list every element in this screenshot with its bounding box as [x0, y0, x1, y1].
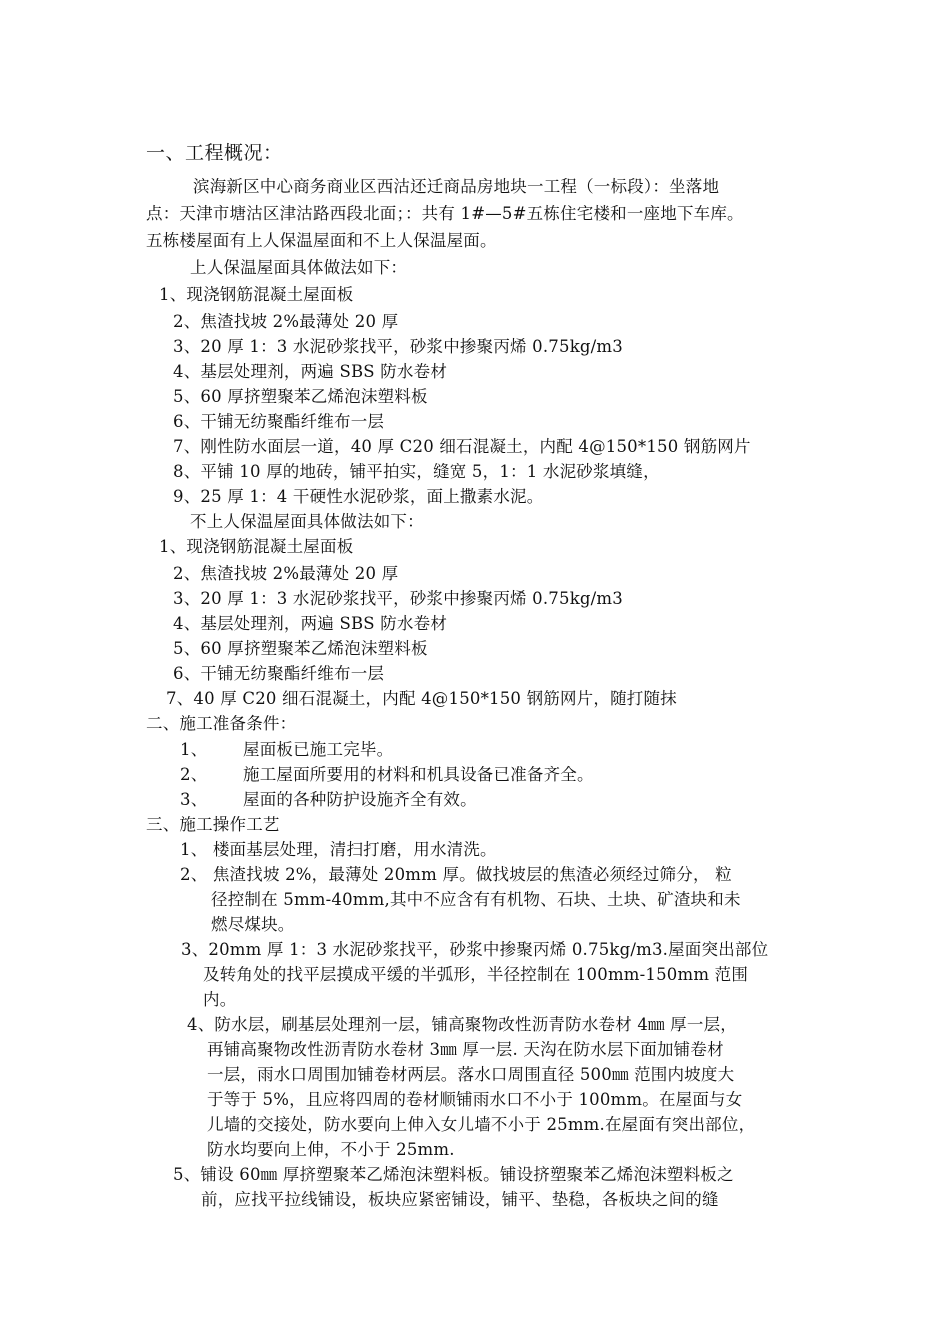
step5-line: 前，应找平拉线铺设，板块应紧密铺设，铺平、垫稳，各板块之间的缝 [201, 1190, 719, 1209]
roof1-item: 2、焦渣找坡 2%最薄处 20 厚 [173, 312, 399, 331]
roof2-title: 不上人保温屋面具体做法如下： [190, 512, 424, 531]
roof2-item: 1、现浇钢筋混凝土屋面板 [159, 537, 354, 556]
roof2-item: 6、干铺无纺聚酯纤维布一层 [173, 664, 385, 683]
step1-line: 1、 楼面基层处理，清扫打磨，用水清洗。 [180, 840, 497, 859]
roof1-item: 8、平铺 10 厚的地砖，铺平拍实，缝宽 5，1：1 水泥砂浆填缝， [173, 462, 660, 481]
step3-line: 内。 [203, 990, 237, 1009]
roof1-item: 7、刚性防水面层一道，40 厚 C20 细石混凝土，内配 4@150*150 钢筋网片 [173, 437, 751, 456]
roof2-item: 5、60 厚挤塑聚苯乙烯泡沫塑料板 [173, 639, 428, 658]
intro-line-1: 滨海新区中心商务商业区西沽还迁商品房地块一工程（一标段）：坐落地 [193, 177, 720, 196]
step5-line: 5、铺设 60㎜ 厚挤塑聚苯乙烯泡沫塑料板。铺设挤塑聚苯乙烯泡沫塑料板之 [173, 1165, 734, 1184]
prep-item-text: 施工屋面所要用的材料和机具设备已准备齐全。 [243, 765, 594, 784]
roof2-item: 3、20 厚 1：3 水泥砂浆找平，砂浆中掺聚丙烯 0.75kg/m3 [173, 589, 623, 608]
roof2-item: 7、40 厚 C20 细石混凝土，内配 4@150*150 钢筋网片，随打随抹 [166, 689, 677, 708]
step3-line: 及转角处的找平层摸成平缓的半弧形，半径控制在 100mm-150mm 范围 [203, 965, 749, 984]
roof2-item: 2、焦渣找坡 2%最薄处 20 厚 [173, 564, 399, 583]
step2-line: 径控制在 5mm-40mm,其中不应含有有机物、石块、土块、矿渣块和未 [211, 890, 741, 909]
step2-line: 2、 焦渣找坡 2%，最薄处 20mm 厚。做找坡层的焦渣必须经过筛分， 粒 [180, 865, 732, 884]
section2-heading: 二、施工准备条件： [146, 714, 297, 733]
roof1-item: 6、干铺无纺聚酯纤维布一层 [173, 412, 385, 431]
step4-line: 于等于 5%，且应将四周的卷材顺铺雨水口不小于 100mm。在屋面与女 [207, 1090, 743, 1109]
roof1-title: 上人保温屋面具体做法如下： [190, 258, 408, 277]
section1-heading: 一、工程概况： [146, 142, 283, 164]
intro-line-2: 点：天津市塘沽区津沽路西段北面；：共有 1#—5#五栋住宅楼和一座地下车库。 [146, 204, 744, 223]
step4-line: 再铺高聚物改性沥青防水卷材 3㎜ 厚一层. 天沟在防水层下面加铺卷材 [207, 1040, 724, 1059]
step4-line: 4、防水层，刷基层处理剂一层，铺高聚物改性沥青防水卷材 4㎜ 厚一层， [187, 1015, 737, 1034]
roof1-item: 5、60 厚挤塑聚苯乙烯泡沫塑料板 [173, 387, 428, 406]
roof1-item: 3、20 厚 1：3 水泥砂浆找平，砂浆中掺聚丙烯 0.75kg/m3 [173, 337, 623, 356]
step2-line: 燃尽煤块。 [211, 915, 295, 934]
step4-line: 儿墙的交接处，防水要向上伸入女儿墙不小于 25mm.在屋面有突出部位， [207, 1115, 756, 1134]
prep-item-text: 屋面板已施工完毕。 [243, 740, 394, 759]
step4-line: 一层，雨水口周围加铺卷材两层。落水口周围直径 500㎜ 范围内坡度大 [207, 1065, 735, 1084]
roof1-item: 4、基层处理剂，两遍 SBS 防水卷材 [173, 362, 448, 381]
roof1-item: 1、现浇钢筋混凝土屋面板 [159, 285, 354, 304]
intro-line-3: 五栋楼屋面有上人保温屋面和不上人保温屋面。 [146, 231, 497, 250]
step3-line: 3、20mm 厚 1：3 水泥砂浆找平，砂浆中掺聚丙烯 0.75kg/m3.屋面突出部位 [181, 940, 769, 959]
roof2-item: 4、基层处理剂，两遍 SBS 防水卷材 [173, 614, 448, 633]
roof1-item: 9、25 厚 1：4 干硬性水泥砂浆，面上撒素水泥。 [173, 487, 544, 506]
prep-item-number: 1、 [180, 740, 208, 759]
prep-item-number: 2、 [180, 765, 208, 784]
prep-item-text: 屋面的各种防护设施齐全有效。 [243, 790, 477, 809]
prep-item-number: 3、 [180, 790, 208, 809]
section3-heading: 三、施工操作工艺 [146, 815, 280, 834]
step4-line: 防水均要向上伸，不小于 25mm. [207, 1140, 455, 1159]
